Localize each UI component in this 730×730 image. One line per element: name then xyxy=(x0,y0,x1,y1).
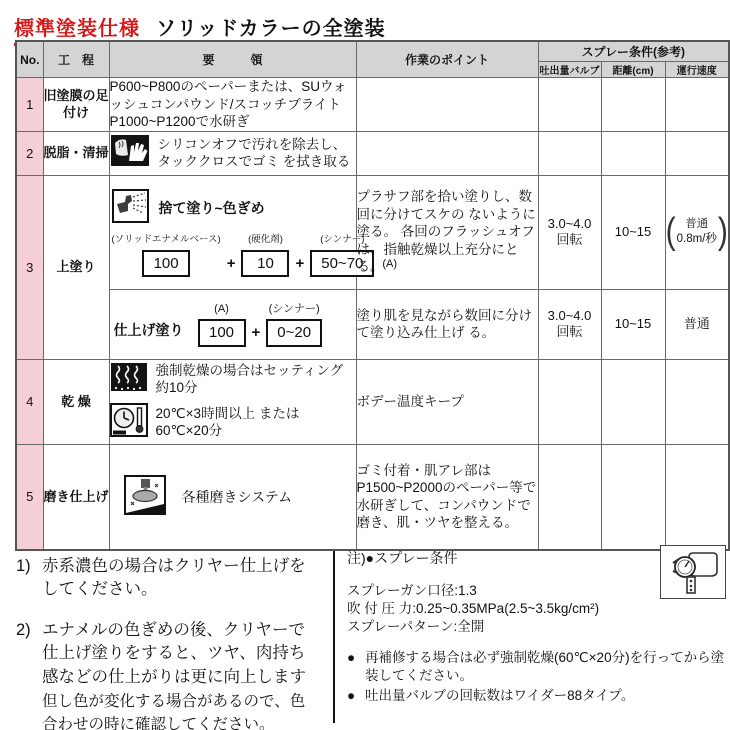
row1-points xyxy=(356,78,538,132)
polisher-icon xyxy=(124,475,166,520)
row2-summary-text: シリコンオフで汚れを除去し、タッククロスでゴミ を拭き取る xyxy=(157,136,351,170)
table-row-3a xyxy=(16,175,729,289)
row3b-speed: 普通 xyxy=(665,289,729,359)
spray-pattern: スプレーパターン:全開 xyxy=(347,619,485,635)
row1-distance xyxy=(601,78,665,132)
row4-points: ボデー温度キープ xyxy=(356,359,538,444)
row3a-points: プラサフ部を拾い塗りし、数回に分けてスケの ないように塗る。 各回のフラッシュオフは、指触乾燥以上充分にとる。 xyxy=(356,175,538,289)
col-header-summary: 要 領 xyxy=(109,41,356,78)
row5-points: ゴミ付着・肌アレ部はP1500~P2000のペーパー等で水研ぎして、コンパウンドで磨き、肌・ツヤを整える。 xyxy=(356,444,538,550)
gun-diameter: スプレーガン口径:1.3 xyxy=(347,582,477,598)
ratio-value-thinner2: 0~20 xyxy=(266,319,322,347)
bake-heat-icon xyxy=(110,362,148,397)
ratio-value-base: 100 xyxy=(142,250,190,278)
table-row-2 xyxy=(16,131,729,175)
wipe-icon xyxy=(110,134,150,172)
table-row-3b xyxy=(16,289,729,359)
ratio-value-hardener: 10 xyxy=(241,250,289,278)
clock-thermometer-icon xyxy=(110,403,148,442)
row1-no: 1 xyxy=(16,78,43,132)
table-row-4 xyxy=(16,359,729,444)
col-header-distance: 距離(cm) xyxy=(601,62,665,78)
spray-conditions-values xyxy=(347,582,659,637)
row2-process: 脱脂・清掃 xyxy=(43,131,109,175)
row1-speed xyxy=(665,78,729,132)
process-table xyxy=(15,40,730,551)
footnotes-right xyxy=(347,549,725,707)
row3a-distance: 10~15 xyxy=(601,175,665,289)
row2-distance xyxy=(601,131,665,175)
spray-conditions-heading: 注)●スプレー条件 xyxy=(347,550,458,566)
spec-badge: 標準塗装仕様 xyxy=(14,12,140,46)
ratio-value-thinner: 50~70 xyxy=(310,250,374,278)
spray-gun-gauge-icon xyxy=(660,545,726,599)
row4-no: 4 xyxy=(16,359,43,444)
row5-no: 5 xyxy=(16,444,43,550)
row3-process: 上塗り xyxy=(43,175,109,359)
spray-gun-icon xyxy=(112,189,149,227)
row1-process: 旧塗膜の足付け xyxy=(43,78,109,132)
row4-summary xyxy=(109,359,356,444)
row4-process: 乾 燥 xyxy=(43,359,109,444)
row3b-step-label: 仕上げ塗り xyxy=(113,322,184,339)
row3b-points: 塗り肌を見ながら数回に分けて塗り込み仕上げ る。 xyxy=(356,289,538,359)
row5-valve xyxy=(538,444,601,550)
ratio-value-a: 100 xyxy=(198,319,246,347)
row2-points xyxy=(356,131,538,175)
page-heading: ソリッドカラーの全塗装 xyxy=(156,18,386,40)
row4-valve xyxy=(538,359,601,444)
spray-pressure: 吹 付 圧 力:0.25~0.35MPa(2.5~3.5kg/cm²) xyxy=(347,601,600,617)
row5-summary xyxy=(109,444,356,550)
row3b-distance: 10~15 xyxy=(601,289,665,359)
row3a-summary xyxy=(109,175,398,289)
footnote-2: 2) エナメルの色ぎめの後、クリヤーで仕上げ塗りをすると、ツヤ、肉持ち感などの仕上がりは更に向上します xyxy=(16,620,306,686)
footnote-1: 1) 赤系濃色の場合はクリヤー仕上げをしてください。 xyxy=(16,557,306,599)
row3b-valve: 3.0~4.0 回転 xyxy=(538,289,601,359)
row4-speed xyxy=(665,359,729,444)
row3a-speed: ( 普通 0.8m/秒 ) xyxy=(665,175,729,289)
ratio-suffix: (A) xyxy=(382,257,398,270)
row5-process: 磨き仕上げ xyxy=(43,444,109,550)
row3b-summary xyxy=(109,289,356,359)
col-header-no: No. xyxy=(16,41,43,78)
row3a-valve: 3.0~4.0 回転 xyxy=(538,175,601,289)
footnotes-section xyxy=(0,545,730,730)
table-row-1 xyxy=(16,78,729,132)
footnote-2-sub: 但し色が変化する場合があるので、色合わせの時に確認してください。 xyxy=(42,693,306,730)
ratio-label-hardener: (硬化剤) xyxy=(248,234,283,246)
row2-speed xyxy=(665,131,729,175)
row4-item1: 強制乾燥の場合はセッティング約10分 xyxy=(155,362,344,396)
col-header-spray-group: スプレー条件(参考) xyxy=(538,41,729,62)
footnotes-left xyxy=(16,555,320,730)
row5-summary-text: 各種磨きシステム xyxy=(181,488,293,505)
row3-no: 3 xyxy=(16,175,43,359)
col-header-valve: 吐出量バルブ xyxy=(538,62,601,78)
row5-speed xyxy=(665,444,729,550)
footnotes-divider xyxy=(333,551,335,723)
ratio-label-a: (A) xyxy=(214,302,229,315)
plus-sign: + xyxy=(226,254,236,272)
ratio-label-base: (ソリッドエナメルベース) xyxy=(111,234,221,246)
row2-summary xyxy=(109,131,356,175)
ratio-label-thinner2: (シンナー) xyxy=(268,302,320,315)
row2-no: 2 xyxy=(16,131,43,175)
note-bullet-2: ● 吐出量バルブの回転数はワイダー88タイプ。 xyxy=(347,687,635,703)
ratio-label-thinner: (シンナー) xyxy=(320,234,365,246)
row4-item2: 20℃×3時間以上 または 60℃×20分 xyxy=(155,405,300,439)
plus-sign: + xyxy=(251,324,261,342)
row2-valve xyxy=(538,131,601,175)
row3a-ratio xyxy=(111,234,398,277)
col-header-process: 工 程 xyxy=(43,41,109,78)
col-header-speed: 運行速度 xyxy=(665,62,729,78)
row4-distance xyxy=(601,359,665,444)
row3a-step-label: 捨て塗り~色ぎめ xyxy=(158,200,265,217)
col-header-points: 作業のポイント xyxy=(356,41,538,78)
row1-summary: P600~P800のペーパーまたは、SUウォッシュコンパウンド/スコッチブライトP1000~P1200で水研ぎ xyxy=(109,78,356,132)
plus-sign: + xyxy=(295,254,305,272)
note-bullet-1: ● 再補修する場合は必ず強制乾燥(60℃×20分)を行ってから塗装してください。 xyxy=(347,649,725,683)
row5-distance xyxy=(601,444,665,550)
table-row-5 xyxy=(16,444,729,550)
row1-valve xyxy=(538,78,601,132)
